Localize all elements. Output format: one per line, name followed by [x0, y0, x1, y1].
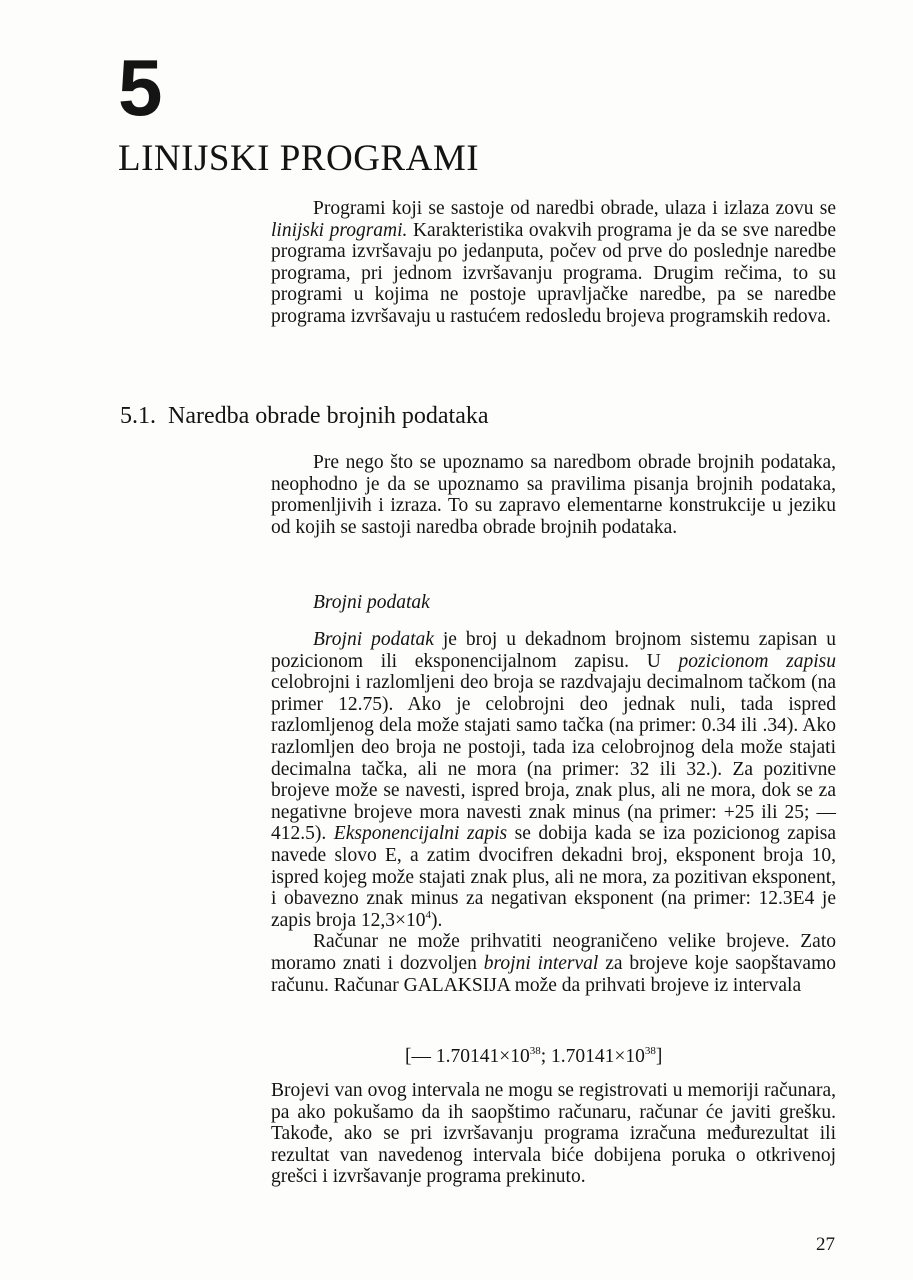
chapter-number: 5 — [118, 43, 163, 132]
formula-exp-1: 38 — [529, 1045, 541, 1057]
page-number: 27 — [816, 1234, 835, 1255]
interval-formula — [405, 1046, 662, 1068]
body1-term-2: pozicionom zapisu — [678, 650, 836, 672]
intro-term: linijski programi. — [271, 219, 408, 241]
body-paragraph-1 — [271, 629, 836, 996]
body1-term-1: Brojni podatak — [313, 629, 434, 650]
body2-term: brojni interval — [483, 952, 599, 974]
subheading: Brojni podatak — [313, 592, 430, 613]
section-intro-text: Pre nego što se upoznamo sa naredbom obrade brojnih podataka, neophodno je da se upoznamo sa pravilima pisanja brojnih podataka, promenljivih i izraza. To su zapravo elementarne konstrukcije u jeziku od kojih se sastoji naredba obrade brojnih podataka. — [271, 452, 836, 538]
body3-text: Brojevi van ovog intervala ne mogu se registrovati u memoriji računara, pa ako pokušamo da ih saopštimo računaru, računar će javiti grešku. Takođe, ako se pri izvršavanju programa izračuna međurezultat ili rezultat van navedenog intervala biće dobijena poruka o otkrivenoj grešci i izvršavanje programa prekinuto. — [271, 1080, 836, 1188]
body1-text-3: se dobija kada se iza pozicionog zapisa navede slovo E, a zatim dvocifren dekadni broj, eksponent broja 10, ispred kojeg može stajati znak plus, ali ne mora, za pozitivan eksponent, i obavezno znak minus za negativan eksponent (na primer: 12.3E4 je zapis broja 12,3×10 — [271, 823, 837, 931]
intro-paragraph — [271, 198, 836, 328]
chapter-title: LINIJSKI PROGRAMI — [118, 138, 480, 179]
body1-text-4: ). — [431, 909, 443, 931]
formula-exp-2: 38 — [644, 1045, 656, 1057]
formula-mid: ; 1.70141×10 — [540, 1046, 645, 1067]
intro-text-2: Karakteristika ovakvih programa je da se sve naredbe programa izvršavaju po jedanputa, počev od prve do poslednje naredbe programa, pri jednom izvršavanju programa. Drugim rečima, to su programi u kojima ne postoje upravljačke naredbe, pa se naredbe programa izvršavaju u rastućem redosledu brojeva programskih redova. — [271, 219, 836, 327]
intro-text-1: Programi koji se sastoje od naredbi obrade, ulaza i izlaza zovu se — [313, 198, 836, 219]
section-heading — [120, 404, 489, 428]
body1-text-1: je broj u dekadnom brojnom sistemu zapisan u pozicionom ili eksponencijalnom zapisu. U — [271, 629, 836, 672]
formula-left: [— 1.70141×10 — [405, 1046, 530, 1067]
section-title: Naredba obrade brojnih podataka — [168, 403, 489, 429]
body1-text-2: celobrojni i razlomljeni deo broja se razdvajaju decimalnom tačkom (na primer 12.75). Ako je celobrojni deo jednak nuli, tada ispred razlomljenog dela može stajati samo tačka (na primer: 0.34 ili .34). Ako razlomljen deo broja ne postoji, tada iza celobrojnog dela može stajati decimalna tačka, ali ne mora (na primer: 32 ili 32.). Za pozitivne brojeve može se navesti, ispred broja, znak plus, ali ne mora, dok se za negativne brojeve mora navesti znak minus (na primer: +25 ili 25; —412.5). — [271, 672, 836, 845]
body-paragraph-3 — [271, 1080, 836, 1188]
body2-text-1: Računar ne može prihvatiti neograničeno velike brojeve. Zato moramo znati i dozvoljen — [271, 931, 836, 974]
body1-exponent: 4 — [425, 908, 432, 921]
section-number: 5.1. — [120, 403, 156, 429]
formula-right: ] — [655, 1046, 663, 1067]
section-intro-paragraph — [271, 452, 836, 538]
body1-term-3: Eksponencijalni zapis — [333, 823, 508, 845]
body2-text-2: za brojeve koje saopštavamo računu. Računar GALAKSIJA može da prihvati brojeve iz intervala — [271, 952, 836, 996]
